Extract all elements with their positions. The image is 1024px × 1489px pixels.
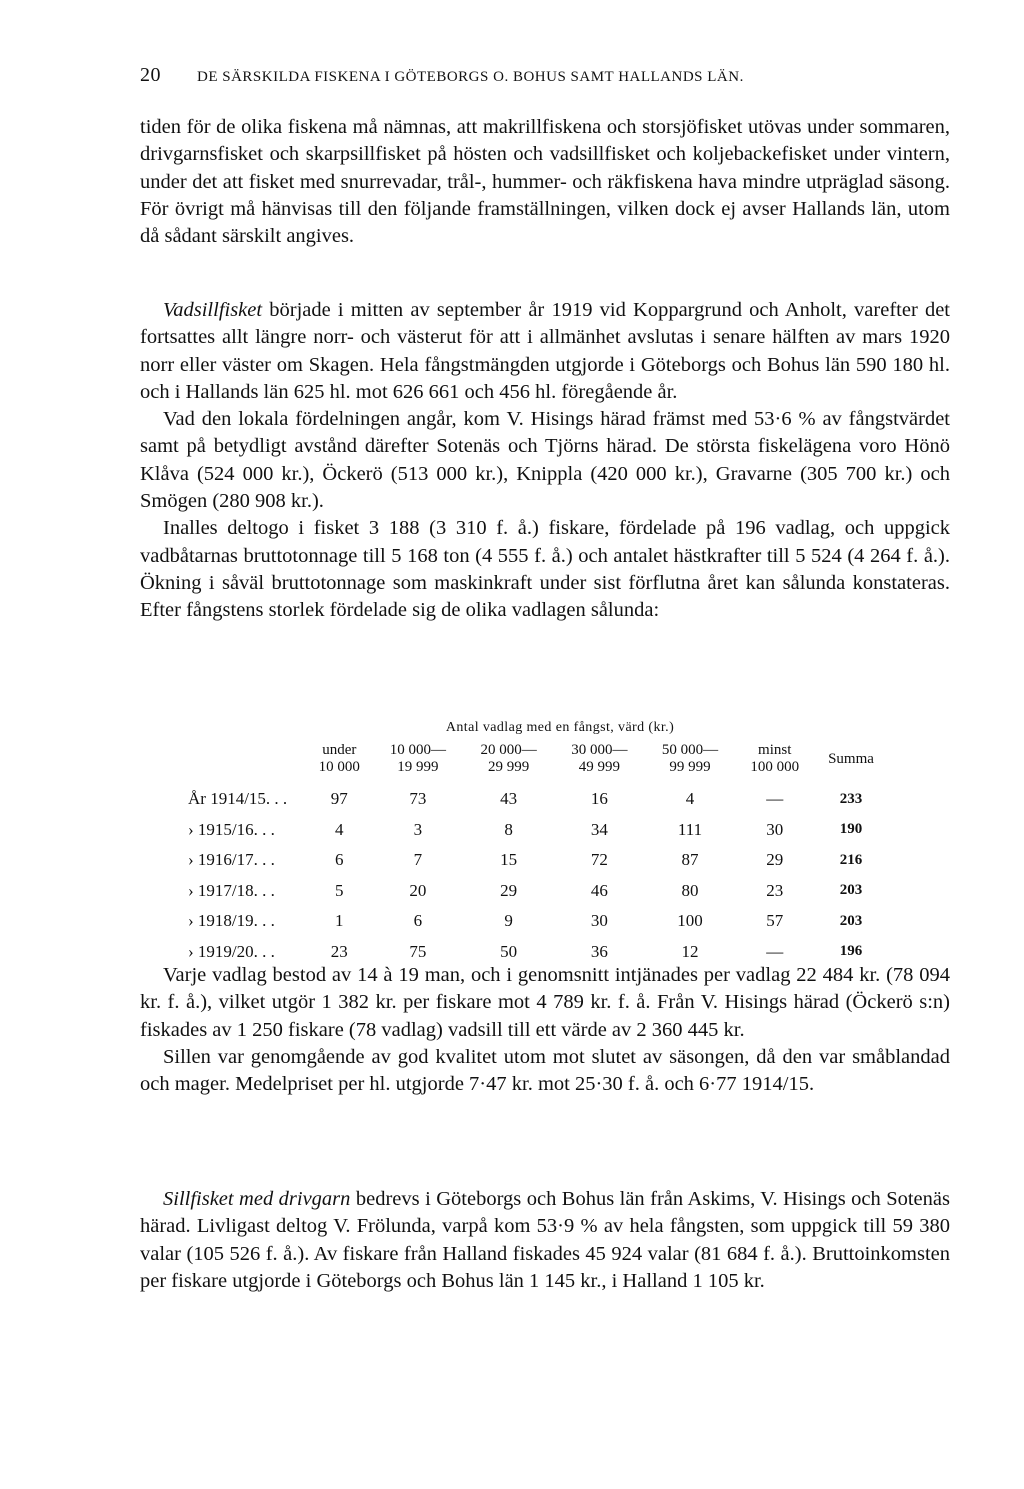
table-cell: 4 xyxy=(335,819,344,839)
vadsill-lead: Vadsillfisket xyxy=(163,299,263,321)
table-cell: 6 xyxy=(413,911,423,931)
table-cell: 36 xyxy=(590,941,608,961)
table-cell: 73 xyxy=(409,789,427,809)
column-header: under 10 000 xyxy=(318,742,360,775)
table-cell: 23 xyxy=(330,941,348,961)
table-cell: 87 xyxy=(681,850,699,870)
column-header: minst 100 000 xyxy=(750,742,800,775)
table-cell: 100 xyxy=(677,911,703,931)
table-cell: 43 xyxy=(500,789,518,809)
table-cell: 20 xyxy=(409,880,427,900)
row-label: År 1914/15. . . xyxy=(188,789,288,809)
table-cell: 3 xyxy=(413,819,423,839)
table-cell: 57 xyxy=(766,911,784,931)
table-cell: 30 xyxy=(766,819,784,839)
row-label: › 1916/17. . . xyxy=(188,850,275,870)
after-table-paragraph-2: Sillen var genomgående av god kvalitet utom mot slutet av säsongen, då den var småblandad och mager. Medelpriset per hl. utgjorde 7·47 kr. mot 25·30 f. å. och 6·77 1914/15. xyxy=(140,1045,950,1096)
vadsill-paragraph-1-text: började i mitten av september år 1919 vid Koppargrund och Anholt, varefter det fortsattes allt längre norr- och västerut för att i allmänhet avslutas i senare hälften av mars 1920 norr eller väster om Skagen. Hela fångstmängden utgjorde i Göteborgs och Bohus län 590 180 hl. och i Hallands län 625 hl. mot 626 661 och 456 hl. föregående år. xyxy=(140,299,950,403)
row-sum: 196 xyxy=(839,943,863,960)
running-title: DE SÄRSKILDA FISKENA I GÖTEBORGS O. BOHUS SAMT HALLANDS LÄN. xyxy=(197,69,744,85)
table-row xyxy=(188,784,888,815)
table-cell: — xyxy=(766,941,784,961)
table-cell: 16 xyxy=(590,789,608,809)
table-cell: 111 xyxy=(677,819,703,839)
column-header: 30 000— 49 999 xyxy=(571,742,628,775)
page-header xyxy=(140,64,950,87)
table-cell: 34 xyxy=(590,819,608,839)
table-cell: 4 xyxy=(685,789,695,809)
table-cell: 5 xyxy=(335,880,344,900)
vadsill-section xyxy=(140,297,950,625)
table-cell: 15 xyxy=(500,850,518,870)
table-cell: 1 xyxy=(335,911,344,931)
sum-header: Summa xyxy=(828,750,874,767)
table-cell: 50 xyxy=(500,941,518,961)
drivgarn-section xyxy=(140,1186,950,1295)
row-sum: 190 xyxy=(839,821,863,838)
row-sum: 203 xyxy=(839,882,863,899)
vadsill-paragraph-2: Vad den lokala fördelningen angår, kom V. Hisings härad främst med 53·6 % av fångstvärdet samt på betydligt avstånd därefter Sotenäs och Tjörns härad. De största fiskelägena voro Hönö Klåva (524 000 kr.), Öckerö (513 000 kr.), Knippla (420 000 kr.), Gravarne (305 700 kr.) och Smögen (280 908 kr.). xyxy=(140,408,950,513)
table-row xyxy=(188,906,888,937)
intro-paragraph: tiden för de olika fiskena må nämnas, att makrillfiskena och storsjöfisket utövas under sommaren, drivgarnsfisket och skarpsillfisket på hösten och vadsillfisket och koljebackefisket under vintern, under det att fisket med snurrevadar, trål-, hummer- och räkfiskena hava mindre utpräglad säsong. För övrigt må hänvisas till den följande framställningen, vilken dock ej avser Hallands län, utom då sådant särskilt angives. xyxy=(140,116,950,248)
row-label: › 1915/16. . . xyxy=(188,819,275,839)
table-cell: 8 xyxy=(504,819,513,839)
page-number: 20 xyxy=(140,64,161,86)
row-sum: 203 xyxy=(839,912,863,929)
column-header: 20 000— 29 999 xyxy=(480,742,537,775)
after-table-paragraph-1: Varje vadlag bestod av 14 à 19 man, och i genomsnitt intjänades per vadlag 22 484 kr. (78 094 kr. f. å.), vilket utgör 1 382 kr. per fiskare mot 4 789 kr. f. å. Från V. Hisings härad (Öckerö s:n) fiskades av 1 250 fiskare (78 vadlag) vadsill till ett värde av 2 360 445 kr. xyxy=(140,964,950,1041)
table-cell: 29 xyxy=(500,880,518,900)
table-caption: Antal vadlag med en fångst, värd (kr.) xyxy=(445,720,675,735)
table-cell: 30 xyxy=(590,911,608,931)
row-sum: 233 xyxy=(839,790,863,807)
table-row xyxy=(188,876,888,907)
table-cell: — xyxy=(766,789,784,809)
column-header: 10 000— 19 999 xyxy=(389,742,447,775)
table-cell: 75 xyxy=(409,941,427,961)
table-cell: 12 xyxy=(681,941,699,961)
vadsill-paragraph-1 xyxy=(140,297,950,406)
table-cell: 7 xyxy=(413,850,423,870)
row-label: › 1919/20. . . xyxy=(188,941,275,961)
table-cell: 46 xyxy=(590,880,608,900)
column-header: 50 000— 99 999 xyxy=(661,742,719,775)
table-row xyxy=(188,845,888,876)
row-label: › 1917/18. . . xyxy=(188,880,275,900)
vadlag-table xyxy=(188,720,888,967)
table-cell: 29 xyxy=(766,850,784,870)
table-cell: 97 xyxy=(330,789,348,809)
table-cell: 72 xyxy=(590,850,608,870)
row-sum: 216 xyxy=(839,851,863,868)
table-cell: 6 xyxy=(335,850,344,870)
table-row xyxy=(188,815,888,846)
table-cell: 80 xyxy=(681,880,699,900)
drivgarn-lead: Sillfisket med drivgarn xyxy=(163,1188,351,1210)
table-cell: 23 xyxy=(766,880,784,900)
row-label: › 1918/19. . . xyxy=(188,911,275,931)
table-cell: 9 xyxy=(504,911,513,931)
drivgarn-paragraph-text: bedrevs i Göteborgs och Bohus län från Askims, V. Hisings och Sotenäs härad. Livligast deltog V. Frölunda, varpå kom 53·9 % av hela fångsten, som uppgick till 59 380 valar (105 526 f. å.). Av fiskare från Halland fiskades 45 924 valar (81 684 f. å.). Bruttoinkomsten per fiskare utgjorde i Göteborgs och Bohus län 1 145 kr., i Halland 1 105 kr. xyxy=(140,1188,950,1292)
drivgarn-paragraph xyxy=(140,1186,950,1295)
vadsill-paragraph-3: Inalles deltogo i fisket 3 188 (3 310 f. å.) fiskare, fördelade på 196 vadlag, och uppgick vadbåtarnas bruttotonnage till 5 168 ton (4 555 f. å.) och antalet hästkrafter till 5 524 (4 264 f. å.). Ökning i såväl bruttotonnage som maskinkraft under sist förflutna året kan sålunda konstateras. Efter fångstens storlek fördelade sig de olika vadlagen sålunda: xyxy=(140,517,950,622)
after-table-section xyxy=(140,962,950,1098)
intro-section xyxy=(140,114,950,250)
